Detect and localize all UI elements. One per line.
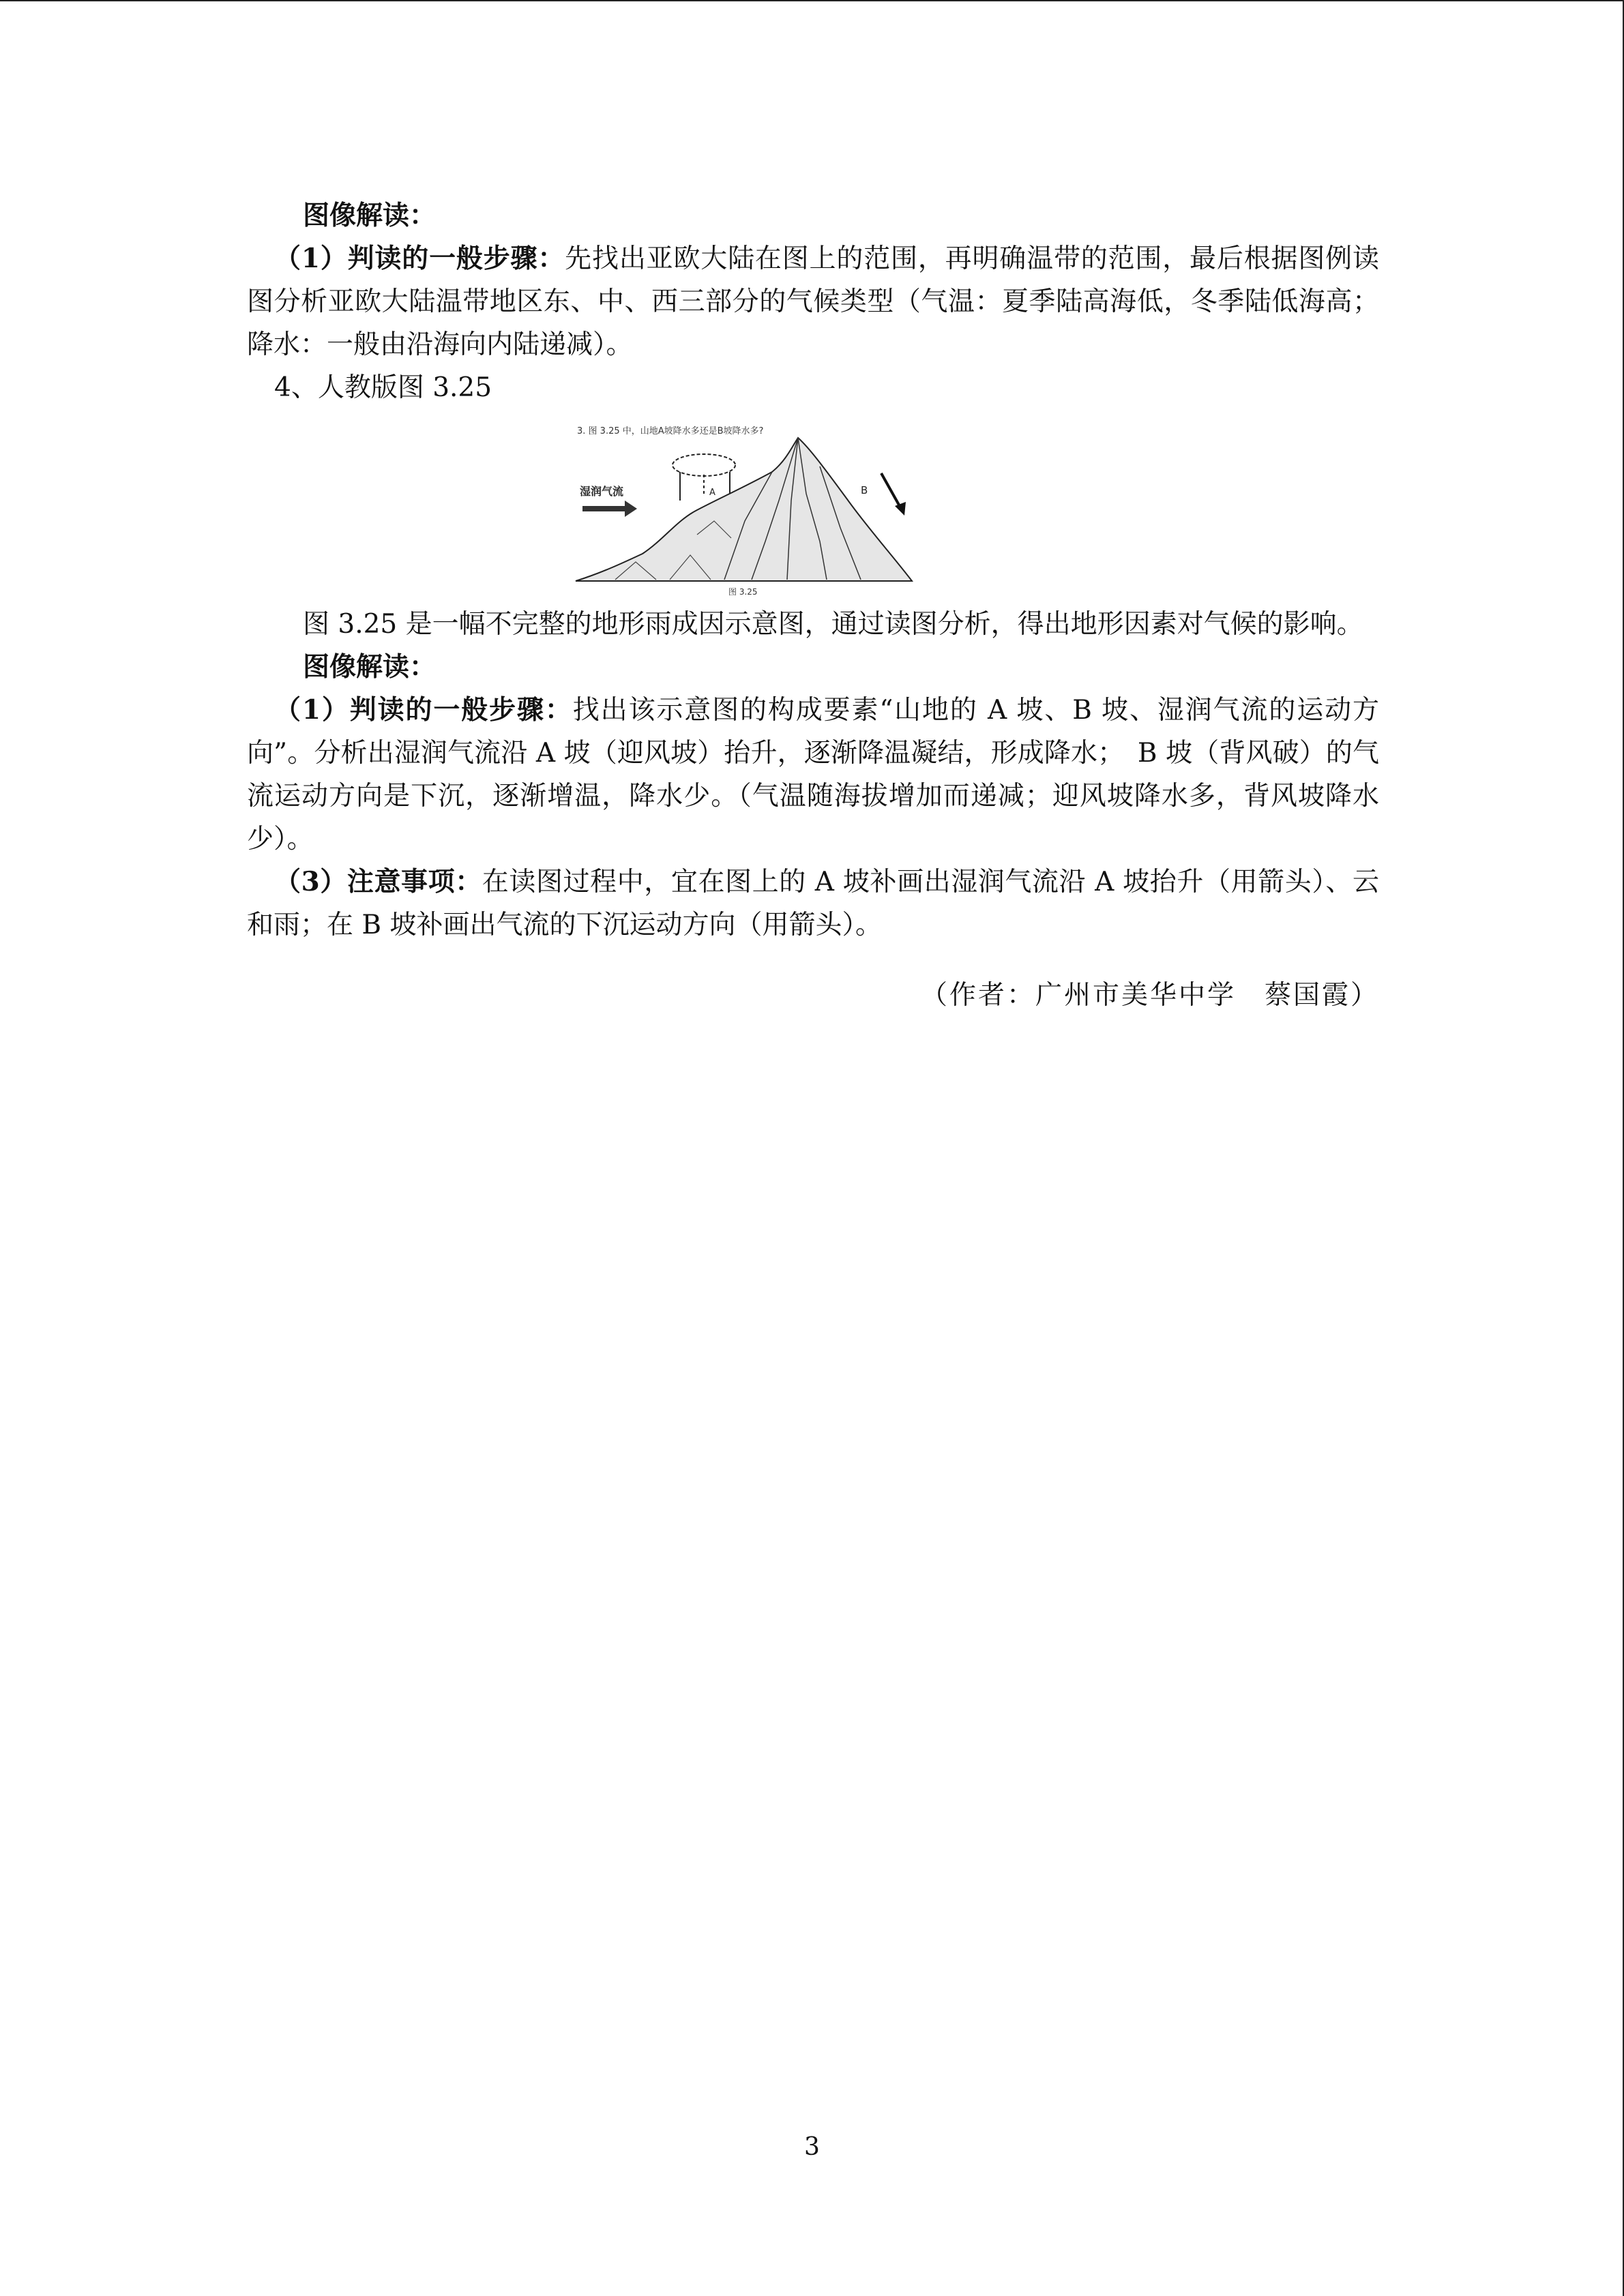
figure-question: 3. 图 3.25 中，山地A坡降水多还是B坡降水多?: [577, 426, 764, 436]
section2-note-label: （3）注意事项：: [274, 866, 482, 897]
item4-title: 4、人教版图 3.25: [274, 372, 492, 403]
slope-b-label: B: [861, 484, 868, 496]
section1-heading: 图像解读：: [303, 200, 437, 231]
section2-step-text: 找出该示意图的构成要素“山地的 A 坡、B 坡、湿润气流的运动方向”。分析出湿润气流沿 A 坡（迎风坡）抬升，逐渐降温凝结，形成降水； B 坡（背风破）的气流运动方向是下沉，逐渐增温，降水少。（气温随海拔增加而递减；迎风坡降水多，背风坡降水少）。: [247, 695, 1379, 854]
orographic-rain-figure: [574, 419, 915, 596]
document-body: [247, 194, 1379, 1017]
figure-description: 图 3.25 是一幅不完整的地形雨成因示意图，通过读图分析，得出地形因素对气候的影响。: [303, 609, 1363, 640]
figure-caption: 图 3.25: [728, 587, 758, 596]
airflow-arrow-icon: [582, 501, 637, 517]
airflow-label: 湿润气流: [580, 485, 624, 498]
cloud-shape: [673, 454, 735, 476]
section2-heading: 图像解读：: [303, 651, 437, 683]
section2-step-label: （1）判读的一般步骤：: [274, 694, 573, 726]
section1-step-text: 先找出亚欧大陆在图上的范围，再明确温带的范围，最后根据图例读图分析亚欧大陆温带地区东、中、西三部分的气候类型（气温：夏季陆高海低，冬季陆低海高；降水：一般由沿海向内陆递减）。: [247, 243, 1379, 360]
section1-step-paragraph: [247, 237, 1379, 366]
section2-note-text: 在读图过程中，宜在图上的 A 坡补画出湿润气流沿 A 坡抬升（用箭头）、云和雨；在 B 坡补画出气流的下沉运动方向（用箭头）。: [247, 867, 1379, 940]
section1-step-label: （1）判读的一般步骤：: [274, 243, 565, 274]
page-number: 3: [804, 2133, 820, 2161]
section2-step-paragraph: [247, 689, 1379, 861]
author-line: （作者：广州市美华中学 蔡国霞）: [920, 980, 1379, 1011]
section2-note-paragraph: [247, 861, 1379, 946]
page-top-border: [0, 0, 1624, 1]
slope-a-label: A: [709, 488, 715, 498]
descending-arrow-icon: [895, 502, 906, 516]
mountain-diagram: [574, 419, 915, 596]
descending-arrow-shaft: [881, 473, 900, 507]
